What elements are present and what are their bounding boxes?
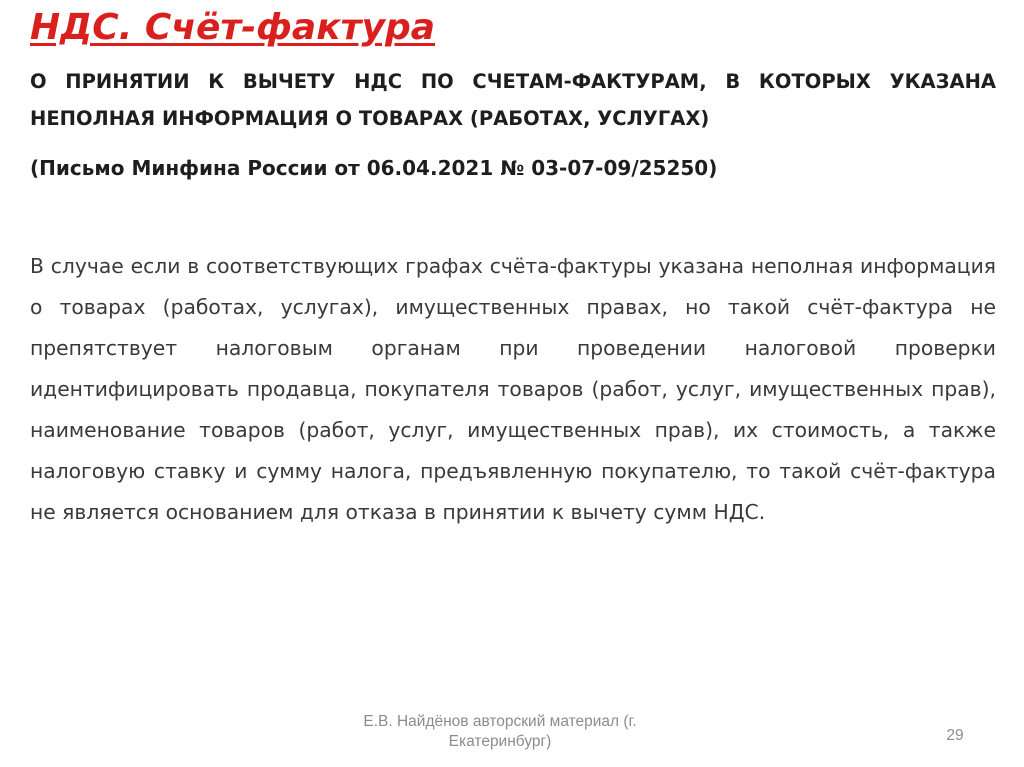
page-number: 29	[946, 727, 964, 744]
footer-author-line-1: Е.В. Найдёнов авторский материал (г.	[363, 713, 637, 730]
ministry-letter-reference: (Письмо Минфина России от 06.04.2021 № 03-07-09/25250)	[30, 156, 718, 180]
footer-author	[340, 712, 660, 752]
body-paragraph: В случае если в соответствующих графах счёта-фактуры указана неполная информация о товарах (работах, услугах), имущественных правах, но такой счёт-фактура не препятствует налоговым органам при проведении налоговой проверки идентифицировать продавца, покупателя товаров (работ, услуг, имущественных прав), наименование товаров (работ, услуг, имущественных прав), их стоимость, а также налоговую ставку и сумму налога, предъявленную покупателю, то такой счёт-фактура не является основанием для отказа в принятии к вычету сумм НДС.	[30, 254, 996, 524]
footer-author-line-2: Екатеринбург)	[448, 733, 552, 750]
slide-title: НДС. Счёт-фактура	[30, 7, 436, 48]
slide-subtitle: О ПРИНЯТИИ К ВЫЧЕТУ НДС ПО СЧЕТАМ-ФАКТУРАМ, В КОТОРЫХ УКАЗАНА НЕПОЛНАЯ ИНФОРМАЦИЯ О ТОВАРАХ (РАБОТАХ, УСЛУГАХ)	[30, 70, 996, 130]
